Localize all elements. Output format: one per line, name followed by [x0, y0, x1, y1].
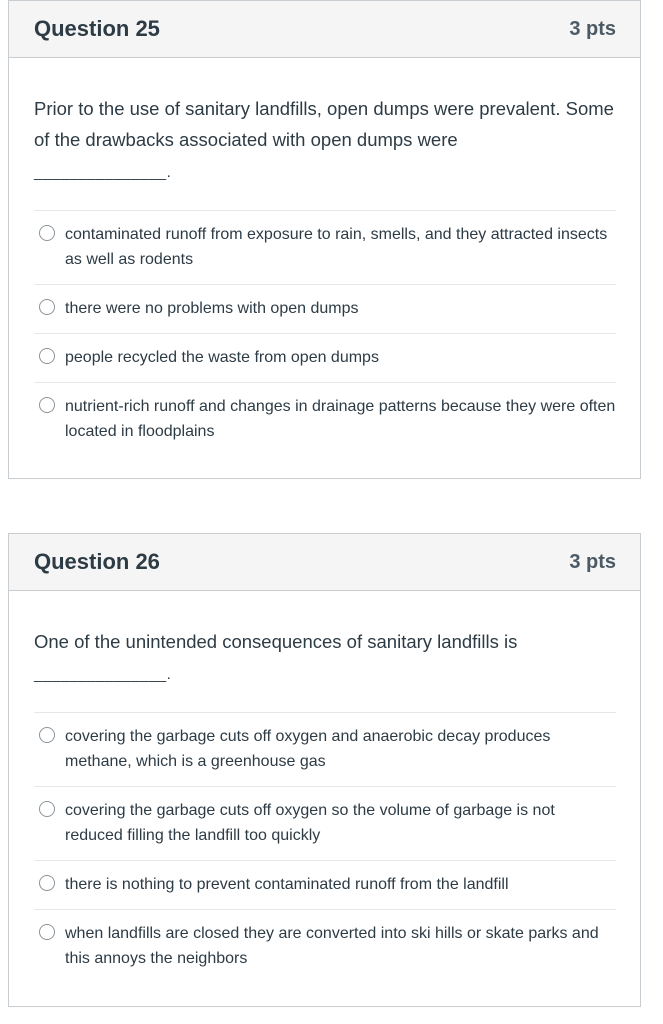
- answer-label: people recycled the waste from open dumps: [65, 349, 379, 366]
- question-text: Prior to the use of sanitary landfills, open dumps were prevalent. Some of the drawbacks associated with open dumps were: [34, 98, 614, 150]
- answer-label: there were no problems with open dumps: [65, 300, 359, 317]
- radio-button[interactable]: [39, 225, 55, 241]
- radio-button[interactable]: [39, 875, 55, 891]
- answer-label: there is nothing to prevent contaminated runoff from the landfill: [65, 876, 509, 893]
- answer-option[interactable]: [34, 712, 616, 786]
- radio-button[interactable]: [39, 924, 55, 940]
- radio-button[interactable]: [39, 397, 55, 413]
- radio-button[interactable]: [39, 801, 55, 817]
- question-body: [9, 58, 640, 456]
- question-25: [8, 0, 641, 479]
- question-points: 3 pts: [569, 17, 616, 40]
- question-body: [9, 591, 640, 983]
- radio-button[interactable]: [39, 299, 55, 315]
- answer-list: [34, 712, 616, 983]
- answer-label: when landfills are closed they are converted into ski hills or skate parks and this annoys the neighbors: [65, 925, 599, 967]
- radio-button[interactable]: [39, 727, 55, 743]
- answer-option[interactable]: [34, 786, 616, 860]
- radio-button[interactable]: [39, 348, 55, 364]
- answer-option[interactable]: [34, 860, 616, 909]
- question-header: [9, 1, 640, 58]
- answer-label: covering the garbage cuts off oxygen and anaerobic decay produces methane, which is a greenhouse gas: [65, 728, 551, 770]
- answer-blank: _______________.: [34, 164, 172, 181]
- question-title: Question 25: [34, 16, 160, 41]
- answer-list: [34, 210, 616, 456]
- question-header: [9, 534, 640, 591]
- question-title: Question 26: [34, 549, 160, 574]
- question-26: [8, 533, 641, 1007]
- answer-label: nutrient-rich runoff and changes in drainage patterns because they were often located in floodplains: [65, 398, 616, 440]
- answer-label: contaminated runoff from exposure to rain, smells, and they attracted insects as well as rodents: [65, 226, 608, 268]
- question-text: One of the unintended consequences of sanitary landfills is: [34, 631, 518, 652]
- answer-option[interactable]: [34, 382, 616, 456]
- answer-blank: _______________.: [34, 666, 172, 683]
- answer-option[interactable]: [34, 909, 616, 983]
- answer-label: covering the garbage cuts off oxygen so the volume of garbage is not reduced filling the landfill too quickly: [65, 802, 555, 844]
- question-points: 3 pts: [569, 550, 616, 573]
- answer-option[interactable]: [34, 210, 616, 284]
- answer-option[interactable]: [34, 284, 616, 333]
- answer-option[interactable]: [34, 333, 616, 382]
